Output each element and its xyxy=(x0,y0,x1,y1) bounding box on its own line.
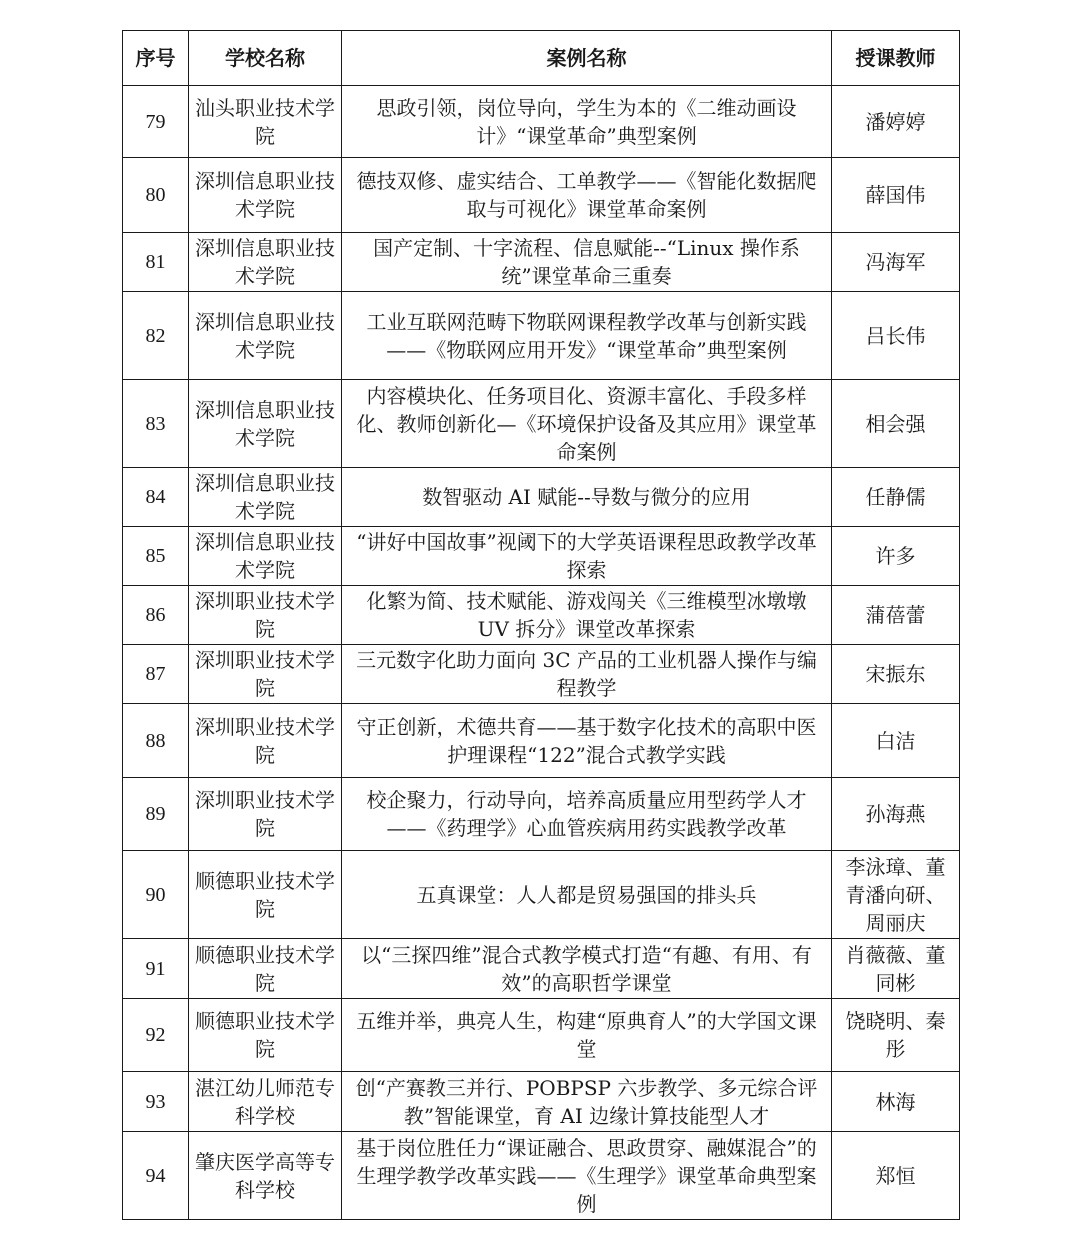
row-case: 内容模块化、任务项目化、资源丰富化、手段多样化、教师创新化—《环境保护设备及其应用》课堂革命案例 xyxy=(342,380,832,468)
row-index: 85 xyxy=(123,527,189,586)
table-row xyxy=(123,851,960,939)
table-row xyxy=(123,292,960,380)
row-school: 深圳职业技术学院 xyxy=(189,778,342,851)
table-row xyxy=(123,233,960,292)
row-index: 92 xyxy=(123,999,189,1072)
row-teacher: 蒲蓓蕾 xyxy=(832,586,960,645)
row-index: 87 xyxy=(123,645,189,704)
row-case: 五维并举，典亮人生，构建“原典育人”的大学国文课堂 xyxy=(342,999,832,1072)
row-teacher: 郑恒 xyxy=(832,1132,960,1220)
row-school: 深圳职业技术学院 xyxy=(189,645,342,704)
row-teacher: 宋振东 xyxy=(832,645,960,704)
row-index: 93 xyxy=(123,1072,189,1132)
header-index: 序号 xyxy=(123,31,189,86)
row-school: 汕头职业技术学院 xyxy=(189,86,342,158)
row-school: 深圳信息职业技术学院 xyxy=(189,233,342,292)
table-row xyxy=(123,158,960,233)
row-teacher: 饶晓明、秦彤 xyxy=(832,999,960,1072)
header-teacher: 授课教师 xyxy=(832,31,960,86)
table-row xyxy=(123,586,960,645)
table-row xyxy=(123,704,960,778)
row-school: 深圳信息职业技术学院 xyxy=(189,380,342,468)
row-school: 深圳信息职业技术学院 xyxy=(189,527,342,586)
row-teacher: 吕长伟 xyxy=(832,292,960,380)
row-index: 86 xyxy=(123,586,189,645)
row-teacher: 肖薇薇、董同彬 xyxy=(832,939,960,999)
row-school: 湛江幼儿师范专科学校 xyxy=(189,1072,342,1132)
row-school: 肇庆医学高等专科学校 xyxy=(189,1132,342,1220)
row-teacher: 冯海军 xyxy=(832,233,960,292)
row-school: 深圳职业技术学院 xyxy=(189,704,342,778)
row-index: 89 xyxy=(123,778,189,851)
table-row xyxy=(123,999,960,1072)
row-school: 深圳信息职业技术学院 xyxy=(189,292,342,380)
case-table-container xyxy=(122,30,959,1220)
row-case: 守正创新，术德共育——基于数字化技术的高职中医护理课程“122”混合式教学实践 xyxy=(342,704,832,778)
row-case: 思政引领，岗位导向，学生为本的《二维动画设计》“课堂革命”典型案例 xyxy=(342,86,832,158)
row-school: 顺德职业技术学院 xyxy=(189,851,342,939)
row-case: 三元数字化助力面向 3C 产品的工业机器人操作与编程教学 xyxy=(342,645,832,704)
row-case: 数智驱动 AI 赋能--导数与微分的应用 xyxy=(342,468,832,527)
row-index: 80 xyxy=(123,158,189,233)
header-case: 案例名称 xyxy=(342,31,832,86)
row-index: 90 xyxy=(123,851,189,939)
row-index: 82 xyxy=(123,292,189,380)
table-row xyxy=(123,1072,960,1132)
row-index: 94 xyxy=(123,1132,189,1220)
row-index: 81 xyxy=(123,233,189,292)
table-row xyxy=(123,527,960,586)
row-school: 深圳信息职业技术学院 xyxy=(189,158,342,233)
table-row xyxy=(123,645,960,704)
table-row xyxy=(123,778,960,851)
row-index: 79 xyxy=(123,86,189,158)
row-school: 深圳职业技术学院 xyxy=(189,586,342,645)
case-table xyxy=(122,30,960,1220)
row-teacher: 任静儒 xyxy=(832,468,960,527)
row-teacher: 相会强 xyxy=(832,380,960,468)
row-index: 84 xyxy=(123,468,189,527)
header-school: 学校名称 xyxy=(189,31,342,86)
row-school: 顺德职业技术学院 xyxy=(189,999,342,1072)
row-case: 化繁为简、技术赋能、游戏闯关《三维模型冰墩墩 UV 拆分》课堂改革探索 xyxy=(342,586,832,645)
row-teacher: 李泳璋、董青潘向研、周丽庆 xyxy=(832,851,960,939)
row-teacher: 潘婷婷 xyxy=(832,86,960,158)
row-teacher: 林海 xyxy=(832,1072,960,1132)
table-row xyxy=(123,380,960,468)
table-row xyxy=(123,468,960,527)
table-header-row xyxy=(123,31,960,86)
row-teacher: 孙海燕 xyxy=(832,778,960,851)
row-teacher: 薛国伟 xyxy=(832,158,960,233)
row-teacher: 白洁 xyxy=(832,704,960,778)
row-case: “讲好中国故事”视阈下的大学英语课程思政教学改革探索 xyxy=(342,527,832,586)
row-case: 创“产赛教三并行、POBPSP 六步教学、多元综合评教”智能课堂，育 AI 边缘计算技能型人才 xyxy=(342,1072,832,1132)
row-index: 88 xyxy=(123,704,189,778)
row-case: 德技双修、虚实结合、工单教学——《智能化数据爬取与可视化》课堂革命案例 xyxy=(342,158,832,233)
table-row xyxy=(123,939,960,999)
row-case: 国产定制、十字流程、信息赋能--“Linux 操作系统”课堂革命三重奏 xyxy=(342,233,832,292)
table-row xyxy=(123,1132,960,1220)
row-case: 五真课堂：人人都是贸易强国的排头兵 xyxy=(342,851,832,939)
row-case: 校企聚力，行动导向，培养高质量应用型药学人才——《药理学》心血管疾病用药实践教学改革 xyxy=(342,778,832,851)
row-case: 以“三探四维”混合式教学模式打造“有趣、有用、有效”的高职哲学课堂 xyxy=(342,939,832,999)
row-school: 顺德职业技术学院 xyxy=(189,939,342,999)
row-index: 83 xyxy=(123,380,189,468)
row-case: 基于岗位胜任力“课证融合、思政贯穿、融媒混合”的生理学教学改革实践——《生理学》课堂革命典型案例 xyxy=(342,1132,832,1220)
row-index: 91 xyxy=(123,939,189,999)
row-case: 工业互联网范畴下物联网课程教学改革与创新实践——《物联网应用开发》“课堂革命”典型案例 xyxy=(342,292,832,380)
table-row xyxy=(123,86,960,158)
row-school: 深圳信息职业技术学院 xyxy=(189,468,342,527)
row-teacher: 许多 xyxy=(832,527,960,586)
